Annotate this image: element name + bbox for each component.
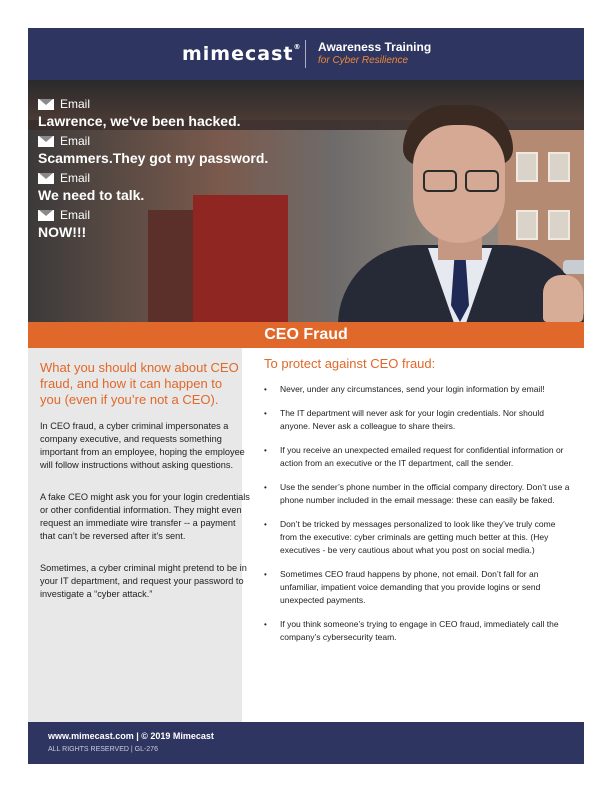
email-message: NOW!!! <box>38 224 87 240</box>
header-title: Awareness Training <box>318 40 432 54</box>
sidebar-paragraph: Sometimes, a cyber criminal might pretend to be in your IT department, and request your password to investigate a “cyber attack.” <box>40 563 247 599</box>
sidebar-panel <box>28 348 250 722</box>
email-item <box>38 97 268 129</box>
glasses-icon <box>465 170 499 192</box>
bullet-item: • If you think someone’s trying to engage in CEO fraud, immediately call the company’s cybersecurity team. <box>264 618 574 644</box>
main-heading: To protect against CEO fraud: <box>264 356 436 371</box>
header-subtitle: for Cyber Resilience <box>318 55 409 66</box>
bullet-item: • The IT department will never ask for your login credentials. Nor should anyone. Never ask a colleague to share theirs. <box>264 407 574 433</box>
main-content <box>264 356 574 655</box>
email-item <box>38 134 268 166</box>
building-window <box>548 152 570 182</box>
email-item <box>38 171 268 203</box>
mimecast-logo: mimecast® <box>182 43 302 65</box>
sidebar-paragraph: In CEO fraud, a cyber criminal impersonates a company executive, and requests something important from an employee, hoping the employee will follow instructions without asking questions. <box>40 421 245 470</box>
sidebar-paragraph: A fake CEO might ask you for your login credentials or other confidential information. They might even request an immediate wire transfer -- a payment that can’t be reversed after it’s sent. <box>40 492 250 541</box>
envelope-icon <box>38 136 54 147</box>
footer-bar <box>28 722 584 764</box>
email-overlay <box>38 97 268 245</box>
building-window <box>516 152 538 182</box>
bullet-item: • Don’t be tricked by messages personalized to look like they’ve truly come from the executive: cyber criminals are getting much better at this. (Hey executives - be very cautious about what you post on social media.) <box>264 518 574 557</box>
page-title: CEO Fraud <box>264 326 348 343</box>
building-window <box>548 210 570 240</box>
email-item <box>38 208 268 240</box>
person-hand <box>543 275 583 322</box>
bullet-item: • Never, under any circumstances, send your login information by email! <box>264 383 574 396</box>
header-bar <box>28 28 584 80</box>
email-label: Email <box>38 97 268 111</box>
email-label: Email <box>38 208 268 222</box>
envelope-icon <box>38 173 54 184</box>
footer-rights: ALL RIGHTS RESERVED | GL-276 <box>48 746 158 753</box>
email-message: We need to talk. <box>38 187 145 203</box>
footer-website: www.mimecast.com | © 2019 Mimecast <box>48 731 214 741</box>
header-divider <box>305 40 306 68</box>
email-label: Email <box>38 134 268 148</box>
title-band <box>28 322 584 348</box>
email-message: Scammers.They got my password. <box>38 150 269 166</box>
envelope-icon <box>38 99 54 110</box>
email-message: Lawrence, we've been hacked. <box>38 113 241 129</box>
bullet-list <box>264 383 574 644</box>
bullet-item: • Use the sender’s phone number in the official company directory. Don’t use a phone number included in the email message: these can easily be faked. <box>264 481 574 507</box>
registered-mark: ® <box>293 43 302 51</box>
glasses-icon <box>423 170 457 192</box>
envelope-icon <box>38 210 54 221</box>
building-window <box>516 210 538 240</box>
bullet-item: • If you receive an unexpected emailed request for confidential information or action from an executive or the IT department, call the sender. <box>264 444 574 470</box>
bullet-item: • Sometimes CEO fraud happens by phone, not email. Don’t fall for an unfamiliar, impatient voice demanding that you provide logins or send unexpected payments. <box>264 568 574 607</box>
sidebar-heading: What you should know about CEO fraud, and how it can happen to you (even if you’re not a CEO). <box>40 360 239 407</box>
phone-icon <box>563 260 584 274</box>
email-label: Email <box>38 171 268 185</box>
